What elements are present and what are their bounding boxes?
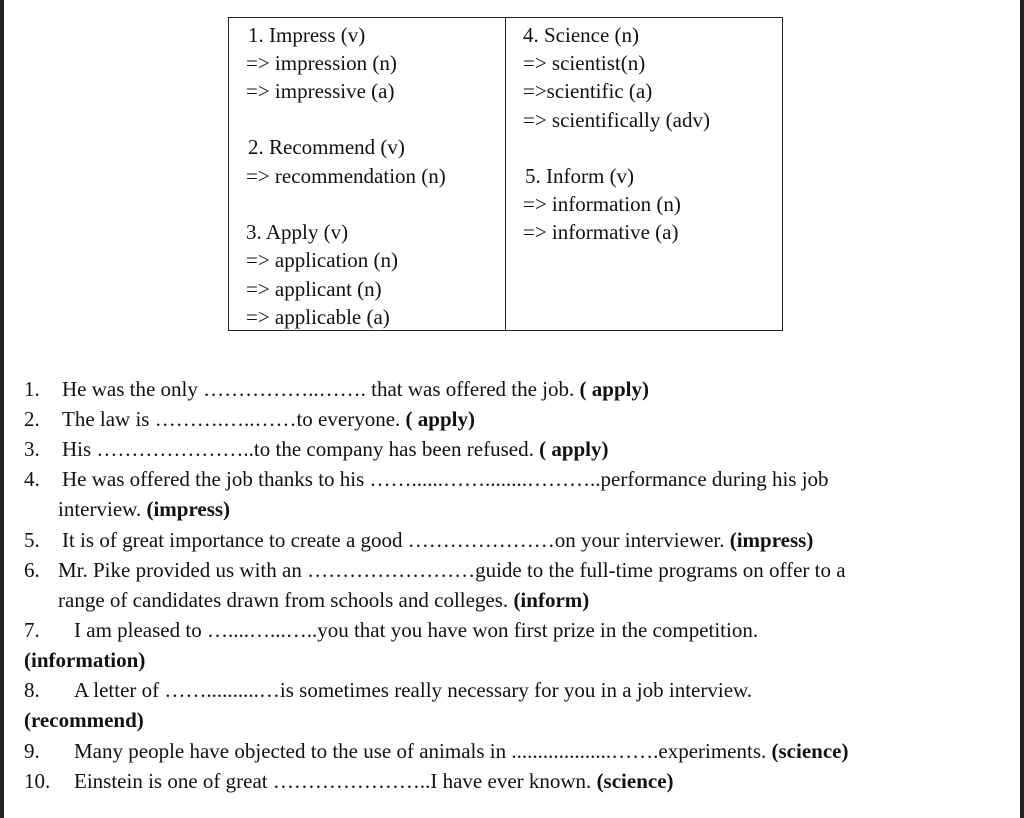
word-family-heading: 1. Impress (v) [248,23,366,47]
exercise-number: 2. [24,407,40,431]
exercise-number: 10. [24,769,51,793]
exercise-sentence-cont: interview. [58,497,147,521]
exercise-sentence: He was the only ……………..……. that was offered the job. [62,377,580,401]
exercise-number: 1. [24,377,40,401]
exercise-sentence: It is of great importance to create a good …………………on your interviewer. [62,528,730,552]
word-form-line: => application (n) [246,248,398,272]
exercise-sentence: Mr. Pike provided us with an ……………………guide to the full-time programs on offer to a [58,558,846,582]
exercise-hint: (science) [596,769,674,793]
exercise-number: 6. [24,558,40,582]
word-family-heading: 4. Science (n) [523,23,640,47]
word-form-line: => information (n) [523,192,681,216]
word-form-line: => impression (n) [246,51,397,75]
exercise-number: 3. [24,437,40,461]
word-form-line: => recommendation (n) [246,164,446,188]
exercise-sentence-cont: range of candidates drawn from schools and colleges. [58,588,514,612]
exercise-hint: ( apply) [539,437,609,461]
left-border [0,0,4,818]
exercise-hint: (information) [24,648,146,672]
exercise-sentence: I am pleased to …....…...…..you that you have won first prize in the competition. [74,618,759,642]
word-form-line: => applicant (n) [246,277,382,301]
word-form-line: => scientifically (adv) [523,108,710,132]
right-border [1020,0,1024,818]
exercise-sentence: A letter of ……..........…is sometimes really necessary for you in a job interview. [74,678,753,702]
word-form-line: => impressive (a) [246,79,395,103]
exercise-number: 9. [24,739,40,763]
exercise-sentence: He was offered the job thanks to his ……......……........………..performance during his job [62,467,829,491]
word-form-table [228,17,783,331]
exercise-sentence: The law is ……….…..……to everyone. [62,407,406,431]
exercise-sentence: His …………………..to the company has been refused. [62,437,540,461]
exercise-hint: ( apply) [579,377,649,401]
exercise-hint: ( apply) [405,407,475,431]
exercise-sentence: Many people have objected to the use of animals in ...................…….experiments. [74,739,772,763]
word-form-line: =>scientific (a) [523,79,653,103]
exercise-hint: (recommend) [24,708,144,732]
exercise-number: 7. [24,618,40,642]
word-form-column-left [229,18,506,331]
word-family-heading: 2. Recommend (v) [248,135,405,159]
word-form-line: => applicable (a) [246,305,390,329]
word-family-heading: 5. Inform (v) [525,164,635,188]
exercise-number: 8. [24,678,40,702]
word-form-line: => scientist(n) [523,51,646,75]
word-form-column-right [506,18,783,331]
exercise-hint: (impress) [729,528,814,552]
exercise-hint: (inform) [513,588,590,612]
exercise-number: 5. [24,528,40,552]
word-form-line: => informative (a) [523,220,679,244]
exercise-hint: (science) [771,739,849,763]
exercise-sentence: Einstein is one of great …………………..I have ever known. [74,769,597,793]
exercise-hint: (impress) [146,497,231,521]
exercise-number: 4. [24,467,40,491]
word-family-heading: 3. Apply (v) [246,220,349,244]
